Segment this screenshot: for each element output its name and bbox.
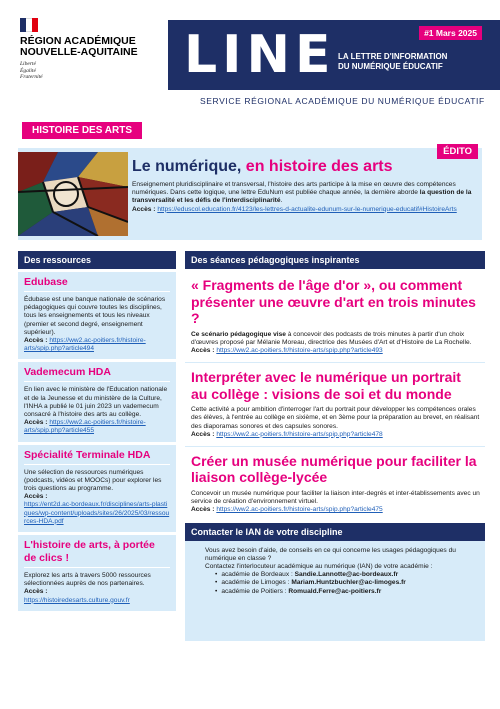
contact-label: académie de Poitiers : — [221, 587, 289, 595]
service-name: SERVICE RÉGIONAL ACADÉMIQUE DU NUMÉRIQUE ÉDUCATIF — [200, 96, 485, 106]
access-label: Accès : — [191, 506, 215, 514]
seance-text — [191, 406, 481, 439]
resource-title: Edubase — [24, 276, 170, 292]
seance-title: Interpréter avec le numérique un portrait au collège : visions de soi et du monde — [191, 369, 461, 402]
contact-email[interactable]: Sandie.Lannotte@ac-bordeaux.fr — [294, 571, 399, 579]
contact-label: académie de Limoges : — [221, 579, 292, 587]
motto-word: Égalité — [20, 67, 36, 74]
line-title: LINE — [184, 25, 336, 85]
resource-card — [18, 445, 176, 532]
access-label: Accès : — [24, 588, 48, 596]
resources-column — [18, 251, 176, 611]
access-label: Accès : — [24, 419, 48, 427]
motto-word: Liberté — [20, 61, 36, 67]
edito-link[interactable]: https://eduscol.education.fr/4123/les-lettres-d-actualite-edunum-sur-le-numerique-educatif#HistoireArts — [157, 205, 457, 213]
issue-badge: #1 Mars 2025 — [419, 26, 482, 40]
access-label: Accès : — [191, 346, 215, 354]
access-label: Accès : — [24, 493, 48, 501]
resource-title: L'histoire de arts, à portée de clics ! — [24, 539, 170, 568]
seance-item — [185, 453, 485, 515]
resource-description: Explorez les arts à travers 5000 ressources sélectionnées auprès de nos partenaires. — [24, 572, 151, 588]
contact-entry — [215, 579, 477, 587]
resource-description: Édubase est une banque nationale de scénarios pédagogiques qui couvre toutes les disciplines, tous les enseignements et tous les niveaux (premier et second degré, enseignement supérieur). — [24, 296, 166, 336]
resource-card — [18, 272, 176, 359]
contact-box — [185, 523, 485, 641]
motto — [20, 61, 170, 81]
stained-glass-image — [18, 152, 128, 236]
seances-heading: Des séances pédagogiques inspirantes — [185, 251, 485, 269]
motto-word: Fraternité — [20, 74, 43, 80]
edito-badge: ÉDITO — [437, 144, 478, 159]
newsletter-header — [0, 0, 500, 112]
resource-card — [18, 535, 176, 611]
resources-heading: Des ressources — [18, 251, 176, 269]
access-label: Accès : — [24, 337, 48, 345]
resource-text — [24, 572, 170, 605]
contact-intro: Contactez l'interlocuteur académique au numérique (IAN) de votre académie : — [205, 562, 433, 570]
resource-description: Une sélection de ressources numériques (podcasts, vidéos et MOOCs) pour explorer les trois questions au programme. — [24, 468, 162, 493]
edito-title-accent: en histoire des arts — [241, 158, 393, 175]
contact-text — [185, 541, 485, 641]
seance-link[interactable]: https://ww2.ac-poitiers.fr/histoire-arts/spip.php?article478 — [216, 430, 383, 438]
contact-email[interactable]: Romuald.Ferre@ac-poitiers.fr — [288, 587, 382, 595]
line-banner — [168, 20, 500, 90]
resource-link[interactable]: https://histoiredesarts.culture.gouv.fr — [24, 596, 130, 604]
access-label: Accès : — [132, 205, 156, 213]
seance-item — [185, 277, 485, 355]
subtitle-line: DU NUMÉRIQUE ÉDUCATIF — [338, 62, 443, 71]
seance-text — [191, 331, 481, 356]
contact-intro: Vous avez besoin d'aide, de conseils en ce qui concerne les usages pédagogiques du numérique en classe ? — [205, 546, 456, 562]
seance-title: Créer un musée numérique pour faciliter la liaison collège-lycée — [191, 452, 477, 486]
access-label: Accès : — [191, 430, 215, 438]
section-tag: HISTOIRE DES ARTS — [22, 122, 142, 139]
seance-item — [185, 369, 485, 439]
resource-text — [24, 296, 170, 353]
seance-link[interactable]: https://ww2.ac-poitiers.fr/histoire-arts/spip.php?article475 — [216, 506, 383, 514]
resource-link[interactable]: https://ww2.ac-poitiers.fr/histoire-arts/spip.php?article455 — [24, 419, 146, 435]
resource-link[interactable]: https://ent2d.ac-bordeaux.fr/disciplines/arts-plastiques/wp-content/uploads/sites/26/2025/03/ressources-HDA.pdf — [24, 501, 170, 525]
resource-card — [18, 362, 176, 441]
seance-description: Concevoir un musée numérique pour faciliter la liaison inter-degrés et inter-établissements avec un service de création d'environnement virtuel. — [191, 489, 480, 506]
resource-link[interactable]: https://ww2.ac-poitiers.fr/histoire-arts/spip.php?article494 — [24, 337, 146, 353]
contact-email[interactable]: Mariam.Huntzbuchler@ac-limoges.fr — [291, 579, 406, 587]
resource-text — [24, 469, 170, 526]
edito-title — [132, 158, 393, 176]
seance-description: Cette activité a pour ambition d'interroger l'art du portrait pour développer les compétences orales des élèves, à l'entrée au collège en sixième, et en 3ème pour la préparation au brevet, en réalisant des diaporamas sonores et des capsules sonores. — [191, 406, 480, 430]
contact-entry — [215, 588, 477, 596]
contact-entry — [215, 571, 477, 579]
stained-glass-illustration — [18, 152, 128, 236]
french-flag-icon — [20, 18, 38, 32]
subtitle-line: LA LETTRE D'INFORMATION — [338, 52, 448, 61]
region-name-line1: RÉGION ACADÉMIQUE — [20, 35, 136, 47]
edito-text-bold: la question de la transversalité et les défis de l'interdisciplinarité — [132, 189, 472, 205]
seance-link[interactable]: https://ww2.ac-poitiers.fr/histoire-arts/spip.php?article493 — [216, 346, 383, 354]
seance-text — [191, 490, 481, 515]
contact-heading: Contacter le IAN de votre discipline — [185, 523, 485, 541]
edito-text-part: Enseignement pluridisciplinaire et transversal, l'histoire des arts participe à la mise en œuvre des compétences numériques. Dans cette logique, une lettre EduNum est publiée chaque année, la dernière aborde — [132, 181, 456, 197]
resource-text — [24, 386, 170, 435]
region-logo — [20, 18, 170, 81]
edito-box — [18, 148, 482, 240]
edito-text — [132, 181, 478, 214]
resource-description: En lien avec le ministère de l'Education nationale et de la Jeunesse et du ministère de la Culture, l'INHA a publié le 01 juin 2023 un vademecum consacré à l'histoire des arts au collège. — [24, 386, 168, 419]
resource-title: Vademecum HDA — [24, 366, 170, 382]
contact-list — [215, 571, 477, 596]
seances-column — [185, 251, 485, 641]
seance-title: « Fragments de l'âge d'or », ou comment présenter une œuvre d'art en trois minutes ? — [191, 277, 476, 326]
edito-title-main: Le numérique, — [132, 158, 242, 175]
contact-label: académie de Bordeaux : — [221, 571, 295, 579]
seance-text-bold: Ce scénario pédagogique vise — [191, 330, 286, 338]
resource-title: Spécialité Terminale HDA — [24, 449, 170, 465]
edito-text-part: . — [280, 197, 283, 205]
region-name-line2: NOUVELLE-AQUITAINE — [20, 46, 138, 58]
seance-description: à concevoir des podcasts de trois minutes à partir d'un choix d'œuvres proposé par Mélanie Moreau, directrice des Musées d'Art et d'Histoire de La Rochelle. — [191, 330, 472, 346]
newsletter-subtitle — [338, 52, 447, 72]
